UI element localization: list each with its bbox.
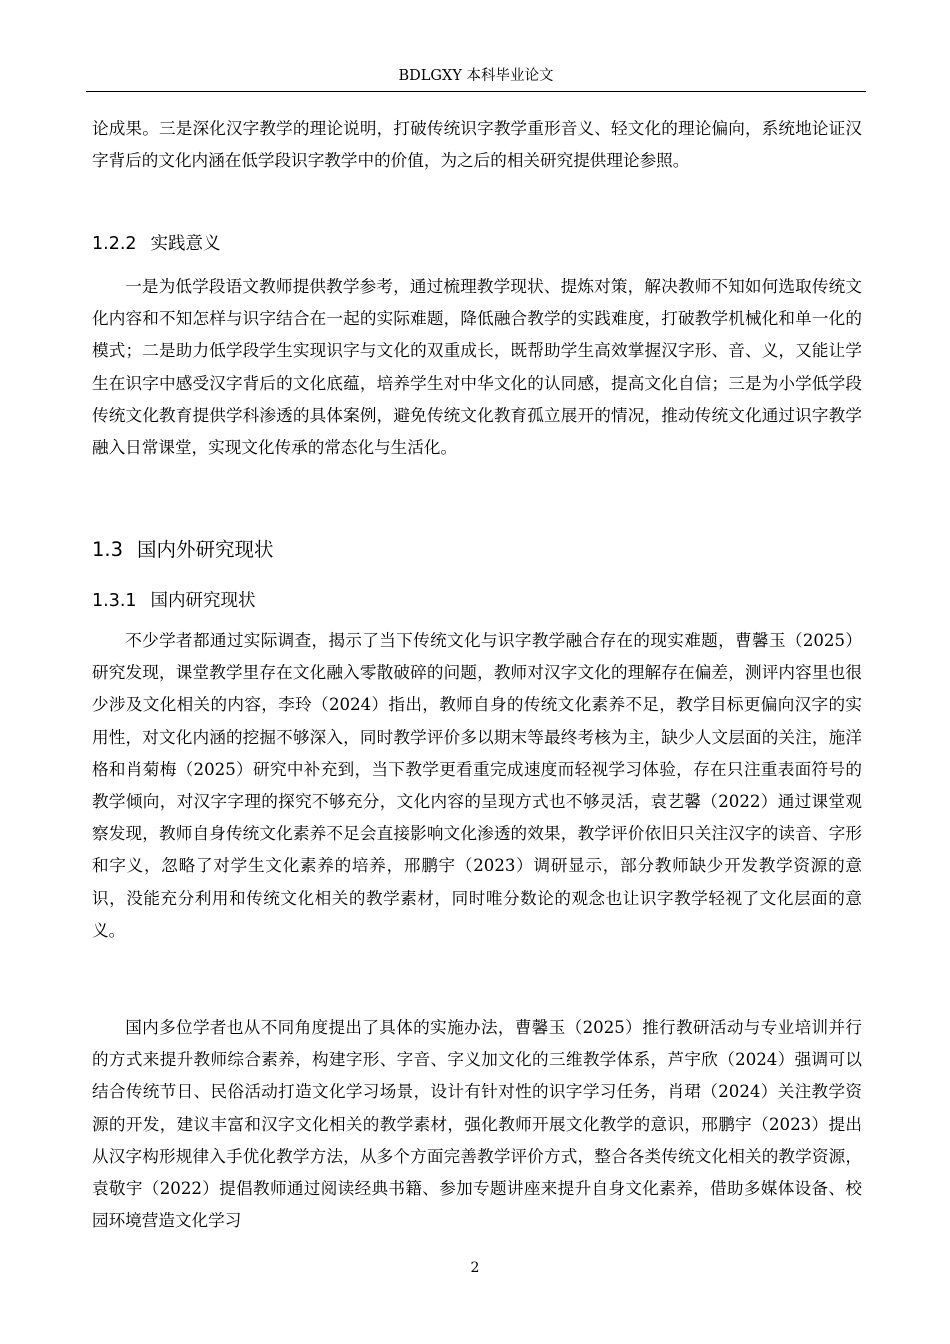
heading-number: 1.3 bbox=[92, 538, 124, 561]
page-number: 2 bbox=[470, 1260, 480, 1276]
heading-title: 实践意义 bbox=[150, 234, 221, 254]
heading-1-3-1 bbox=[92, 588, 256, 614]
heading-number: 1.3.1 bbox=[92, 591, 137, 611]
header-rule bbox=[86, 91, 866, 92]
paragraph-continued: 论成果。三是深化汉字教学的理论说明，打破传统识字教学重形音义、轻文化的理论偏向，系统地论证汉字背后的文化内涵在低学段识字教学中的价值，为之后的相关研究提供理论参照。 bbox=[92, 119, 862, 171]
paragraph-domestic-solutions: 国内多位学者也从不同角度提出了具体的实施办法，曹馨玉（2025）推行教研活动与专业培训并行的方式来提升教师综合素养，构建字形、字音、字义加文化的三维教学体系，芦宇欣（2024）强调可以结合传统节日、民俗活动打造文化学习场景，设计有针对性的识字学习任务，肖珺（2024）关注教学资源的开发，建议丰富和汉字文化相关的教学素材，强化教师开展文化教学的意识，邢鹏宇（2023）提出从汉字构形规律入手优化教学方法，从多个方面完善教学评价方式，整合各类传统文化相关的教学资源，袁敬宇（2022）提倡教师通过阅读经典书籍、参加专题讲座来提升自身文化素养，借助多媒体设备、校园环境营造文化学习 bbox=[92, 1018, 862, 1231]
heading-number: 1.2.2 bbox=[92, 234, 137, 254]
page-header: BDLGXY 本科毕业论文 bbox=[398, 68, 554, 84]
heading-1-2-2 bbox=[92, 231, 221, 257]
heading-1-3 bbox=[92, 536, 274, 564]
heading-title: 国内研究现状 bbox=[150, 591, 256, 611]
heading-title: 国内外研究现状 bbox=[137, 538, 274, 561]
paragraph-practice-significance: 一是为低学段语文教师提供教学参考，通过梳理教学现状、提炼对策，解决教师不知如何选取传统文化内容和不知怎样与识字结合在一起的实际难题，降低融合教学的实践难度，打破教学机械化和单一化的模式；二是助力低学段学生实现识字与文化的双重成长，既帮助学生高效掌握汉字形、音、义，又能让学生在识字中感受汉字背后的文化底蕴，培养学生对中华文化的认同感，提高文化自信；三是为小学低学段传统文化教育提供学科渗透的具体案例，避免传统文化教育孤立展开的情况，推动传统文化通过识字教学融入日常课堂，实现文化传承的常态化与生活化。 bbox=[92, 277, 862, 458]
paragraph-domestic-problems: 不少学者都通过实际调查，揭示了当下传统文化与识字教学融合存在的现实难题，曹馨玉（2025）研究发现，课堂教学里存在文化融入零散破碎的问题，教师对汉字文化的理解存在偏差，测评内容里也很少涉及文化相关的内容，李玲（2024）指出，教师自身的传统文化素养不足，教学目标更偏向汉字的实用性，对文化内涵的挖掘不够深入，同时教学评价多以期末等最终考核为主，缺少人文层面的关注，施洋格和肖菊梅（2025）研究中补充到，当下教学更看重完成速度而轻视学习体验，存在只注重表面符号的教学倾向，对汉字字理的探究不够充分，文化内容的呈现方式也不够灵活，袁艺馨（2022）通过课堂观察发现，教师自身传统文化素养不足会直接影响文化渗透的效果，教学评价依旧只关注汉字的读音、字形和字义，忽略了对学生文化素养的培养，邢鹏宇（2023）调研显示，部分教师缺少开发教学资源的意识，没能充分利用和传统文化相关的教学素材，同时唯分数论的观念也让识字教学轻视了文化层面的意义。 bbox=[92, 631, 862, 940]
